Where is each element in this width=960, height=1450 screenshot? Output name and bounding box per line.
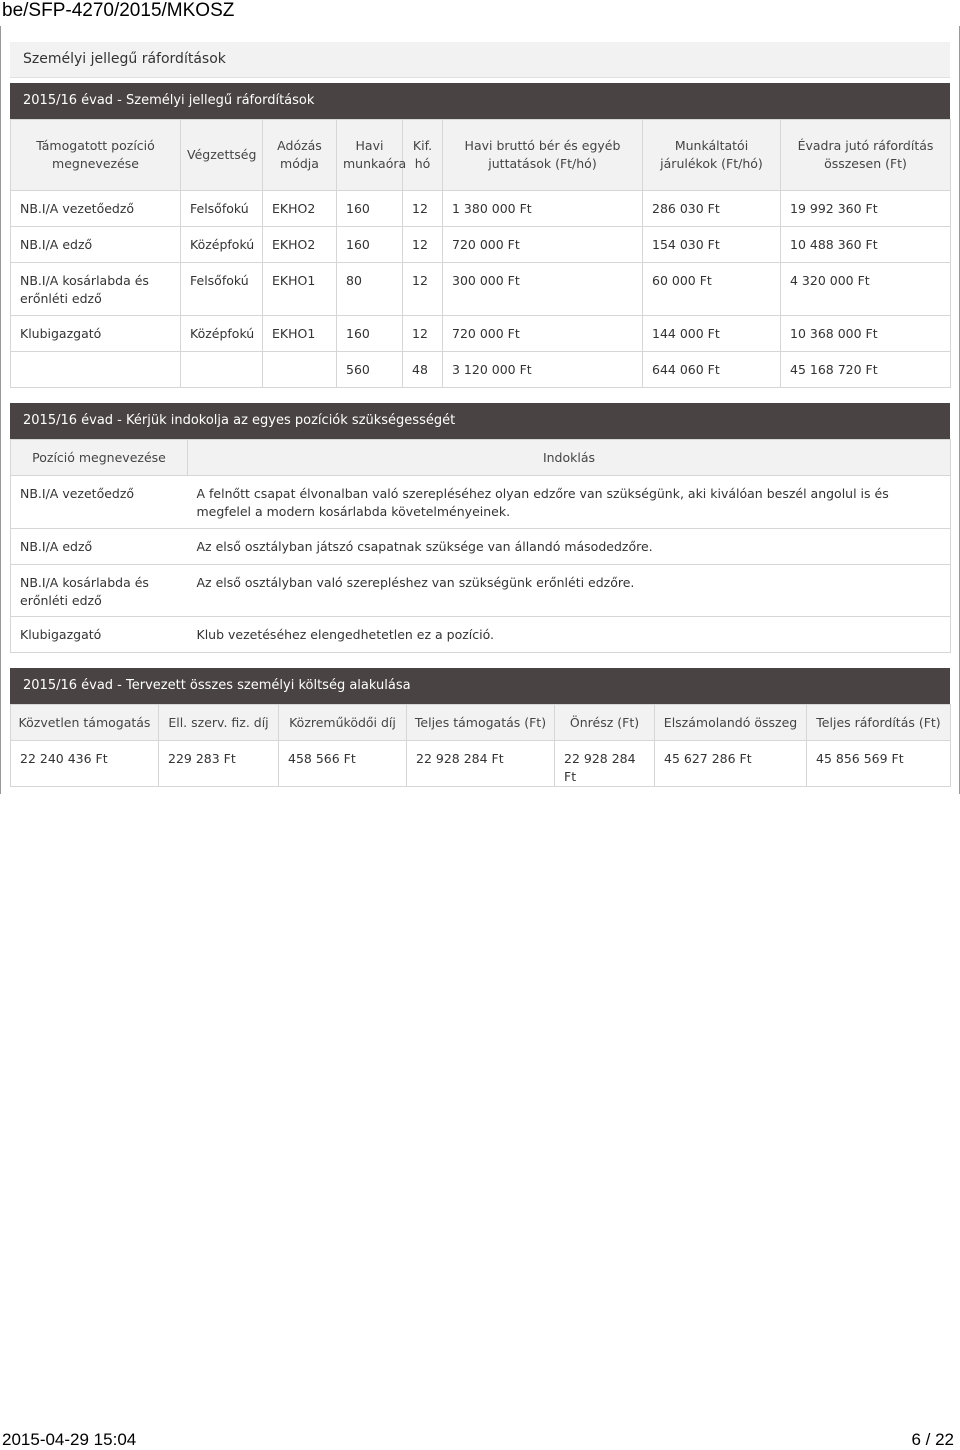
- cell: 1 380 000 Ft: [443, 191, 643, 227]
- cell: Középfokú: [181, 227, 263, 263]
- total-months: 48: [403, 352, 443, 388]
- table-row: [11, 741, 951, 787]
- cell: Klubigazgató: [11, 316, 181, 352]
- cell: Klubigazgató: [11, 617, 188, 653]
- total-season: 45 168 720 Ft: [781, 352, 951, 388]
- justification-table: [10, 439, 951, 653]
- cell: 154 030 Ft: [643, 227, 781, 263]
- cell: 160: [337, 227, 403, 263]
- cell: 160: [337, 191, 403, 227]
- cell: Az első osztályban való szerepléshez van szükségünk erőnléti edzőre.: [188, 565, 951, 617]
- col-header-position: Támogatott pozíció megnevezése: [11, 120, 181, 191]
- cell: NB.I/A vezetőedző: [11, 476, 188, 529]
- section1-title: 2015/16 évad - Személyi jellegű ráfordítások: [23, 93, 315, 108]
- table-row: [11, 227, 951, 263]
- cell: A felnőtt csapat élvonalban való szerepléséhez olyan edzőre van szükségünk, aki kiválóan beszél angolul is és megfelel a modern kosárlabda követelményeinek.: [188, 476, 951, 529]
- cell: EKHO1: [263, 316, 337, 352]
- table-row: [11, 476, 951, 529]
- cell: 720 000 Ft: [443, 316, 643, 352]
- cell: 22 928 284 Ft: [407, 741, 555, 787]
- cell: 160: [337, 316, 403, 352]
- cell: EKHO1: [263, 263, 337, 316]
- cell: Felsőfokú: [181, 191, 263, 227]
- total-cost-table: [10, 704, 951, 787]
- col-header-employer-contrib: Munkáltatói járulékok (Ft/hó): [643, 120, 781, 191]
- cell: 458 566 Ft: [279, 741, 407, 787]
- col-header-months: Kif. hó: [403, 120, 443, 191]
- cell: NB.I/A vezetőedző: [11, 191, 181, 227]
- cell: 60 000 Ft: [643, 263, 781, 316]
- table-row: [11, 529, 951, 565]
- col-header-season-total: Évadra jutó ráfordítás összesen (Ft): [781, 120, 951, 191]
- table-row: [11, 263, 951, 316]
- cell: 720 000 Ft: [443, 227, 643, 263]
- cell: 10 488 360 Ft: [781, 227, 951, 263]
- section2-title: 2015/16 évad - Kérjük indokolja az egyes pozíciók szükségességét: [23, 413, 456, 428]
- total-hours: 560: [337, 352, 403, 388]
- cell: EKHO2: [263, 191, 337, 227]
- cell: 12: [403, 191, 443, 227]
- cell: Klub vezetéséhez elengedhetetlen ez a pozíció.: [188, 617, 951, 653]
- cell: NB.I/A edző: [11, 227, 181, 263]
- cell: NB.I/A kosárlabda és erőnléti edző: [11, 565, 188, 617]
- cell: 12: [403, 263, 443, 316]
- cell: 144 000 Ft: [643, 316, 781, 352]
- cell: 22 240 436 Ft: [11, 741, 159, 787]
- cell: 286 030 Ft: [643, 191, 781, 227]
- page-title-bar: [10, 42, 950, 78]
- personnel-costs-table: [10, 119, 951, 388]
- col-header-direct-support: Közvetlen támogatás: [11, 705, 159, 741]
- cell: Középfokú: [181, 316, 263, 352]
- cell: 10 368 000 Ft: [781, 316, 951, 352]
- cell: [263, 352, 337, 388]
- total-contrib: 644 060 Ft: [643, 352, 781, 388]
- section3-title: 2015/16 évad - Tervezett összes személyi költség alakulása: [23, 678, 411, 693]
- cell: 45 856 569 Ft: [807, 741, 951, 787]
- cell: 12: [403, 316, 443, 352]
- col-header-justification: Indoklás: [188, 440, 951, 476]
- footer-page-number: 6 / 22: [911, 1430, 954, 1449]
- cell: Az első osztályban játszó csapatnak szüksége van állandó másodedzőre.: [188, 529, 951, 565]
- col-header-tax-method: Adózás módja: [263, 120, 337, 191]
- col-header-own-share: Önrész (Ft): [555, 705, 655, 741]
- cell: 300 000 Ft: [443, 263, 643, 316]
- table-row: [11, 316, 951, 352]
- table-row: [11, 191, 951, 227]
- col-header-contributor-fee: Közreműködői díj: [279, 705, 407, 741]
- cell: Felsőfokú: [181, 263, 263, 316]
- col-header-position-name: Pozíció megnevezése: [11, 440, 188, 476]
- table-row: [11, 617, 951, 653]
- cell: 22 928 284 Ft: [555, 741, 655, 787]
- total-gross: 3 120 000 Ft: [443, 352, 643, 388]
- document-id: be/SFP-4270/2015/MKOSZ: [2, 0, 235, 21]
- cell: [181, 352, 263, 388]
- cell: NB.I/A kosárlabda és erőnléti edző: [11, 263, 181, 316]
- col-header-education: Végzettség: [181, 120, 263, 191]
- table-header-row: [11, 440, 951, 476]
- col-header-settlement-amount: Elszámolandó összeg: [655, 705, 807, 741]
- footer-timestamp: 2015-04-29 15:04: [2, 1430, 137, 1449]
- cell: 229 283 Ft: [159, 741, 279, 787]
- cell: 12: [403, 227, 443, 263]
- cell: 80: [337, 263, 403, 316]
- cell: NB.I/A edző: [11, 529, 188, 565]
- cell: 19 992 360 Ft: [781, 191, 951, 227]
- section1-title-bar: [10, 83, 950, 119]
- table-row: [11, 565, 951, 617]
- col-header-monthly-hours: Havi munkaóra: [337, 120, 403, 191]
- col-header-total-expenditure: Teljes ráfordítás (Ft): [807, 705, 951, 741]
- cell: 4 320 000 Ft: [781, 263, 951, 316]
- section3-title-bar: [10, 668, 950, 704]
- totals-row: [11, 352, 951, 388]
- col-header-control-fee: Ell. szerv. fiz. díj: [159, 705, 279, 741]
- col-header-gross-salary: Havi bruttó bér és egyéb juttatások (Ft/hó): [443, 120, 643, 191]
- table-header-row: [11, 705, 951, 741]
- section2-title-bar: [10, 403, 950, 439]
- col-header-total-support: Teljes támogatás (Ft): [407, 705, 555, 741]
- cell: EKHO2: [263, 227, 337, 263]
- page-title: Személyi jellegű ráfordítások: [23, 51, 226, 67]
- cell: 45 627 286 Ft: [655, 741, 807, 787]
- table-header-row: [11, 120, 951, 191]
- cell: [11, 352, 181, 388]
